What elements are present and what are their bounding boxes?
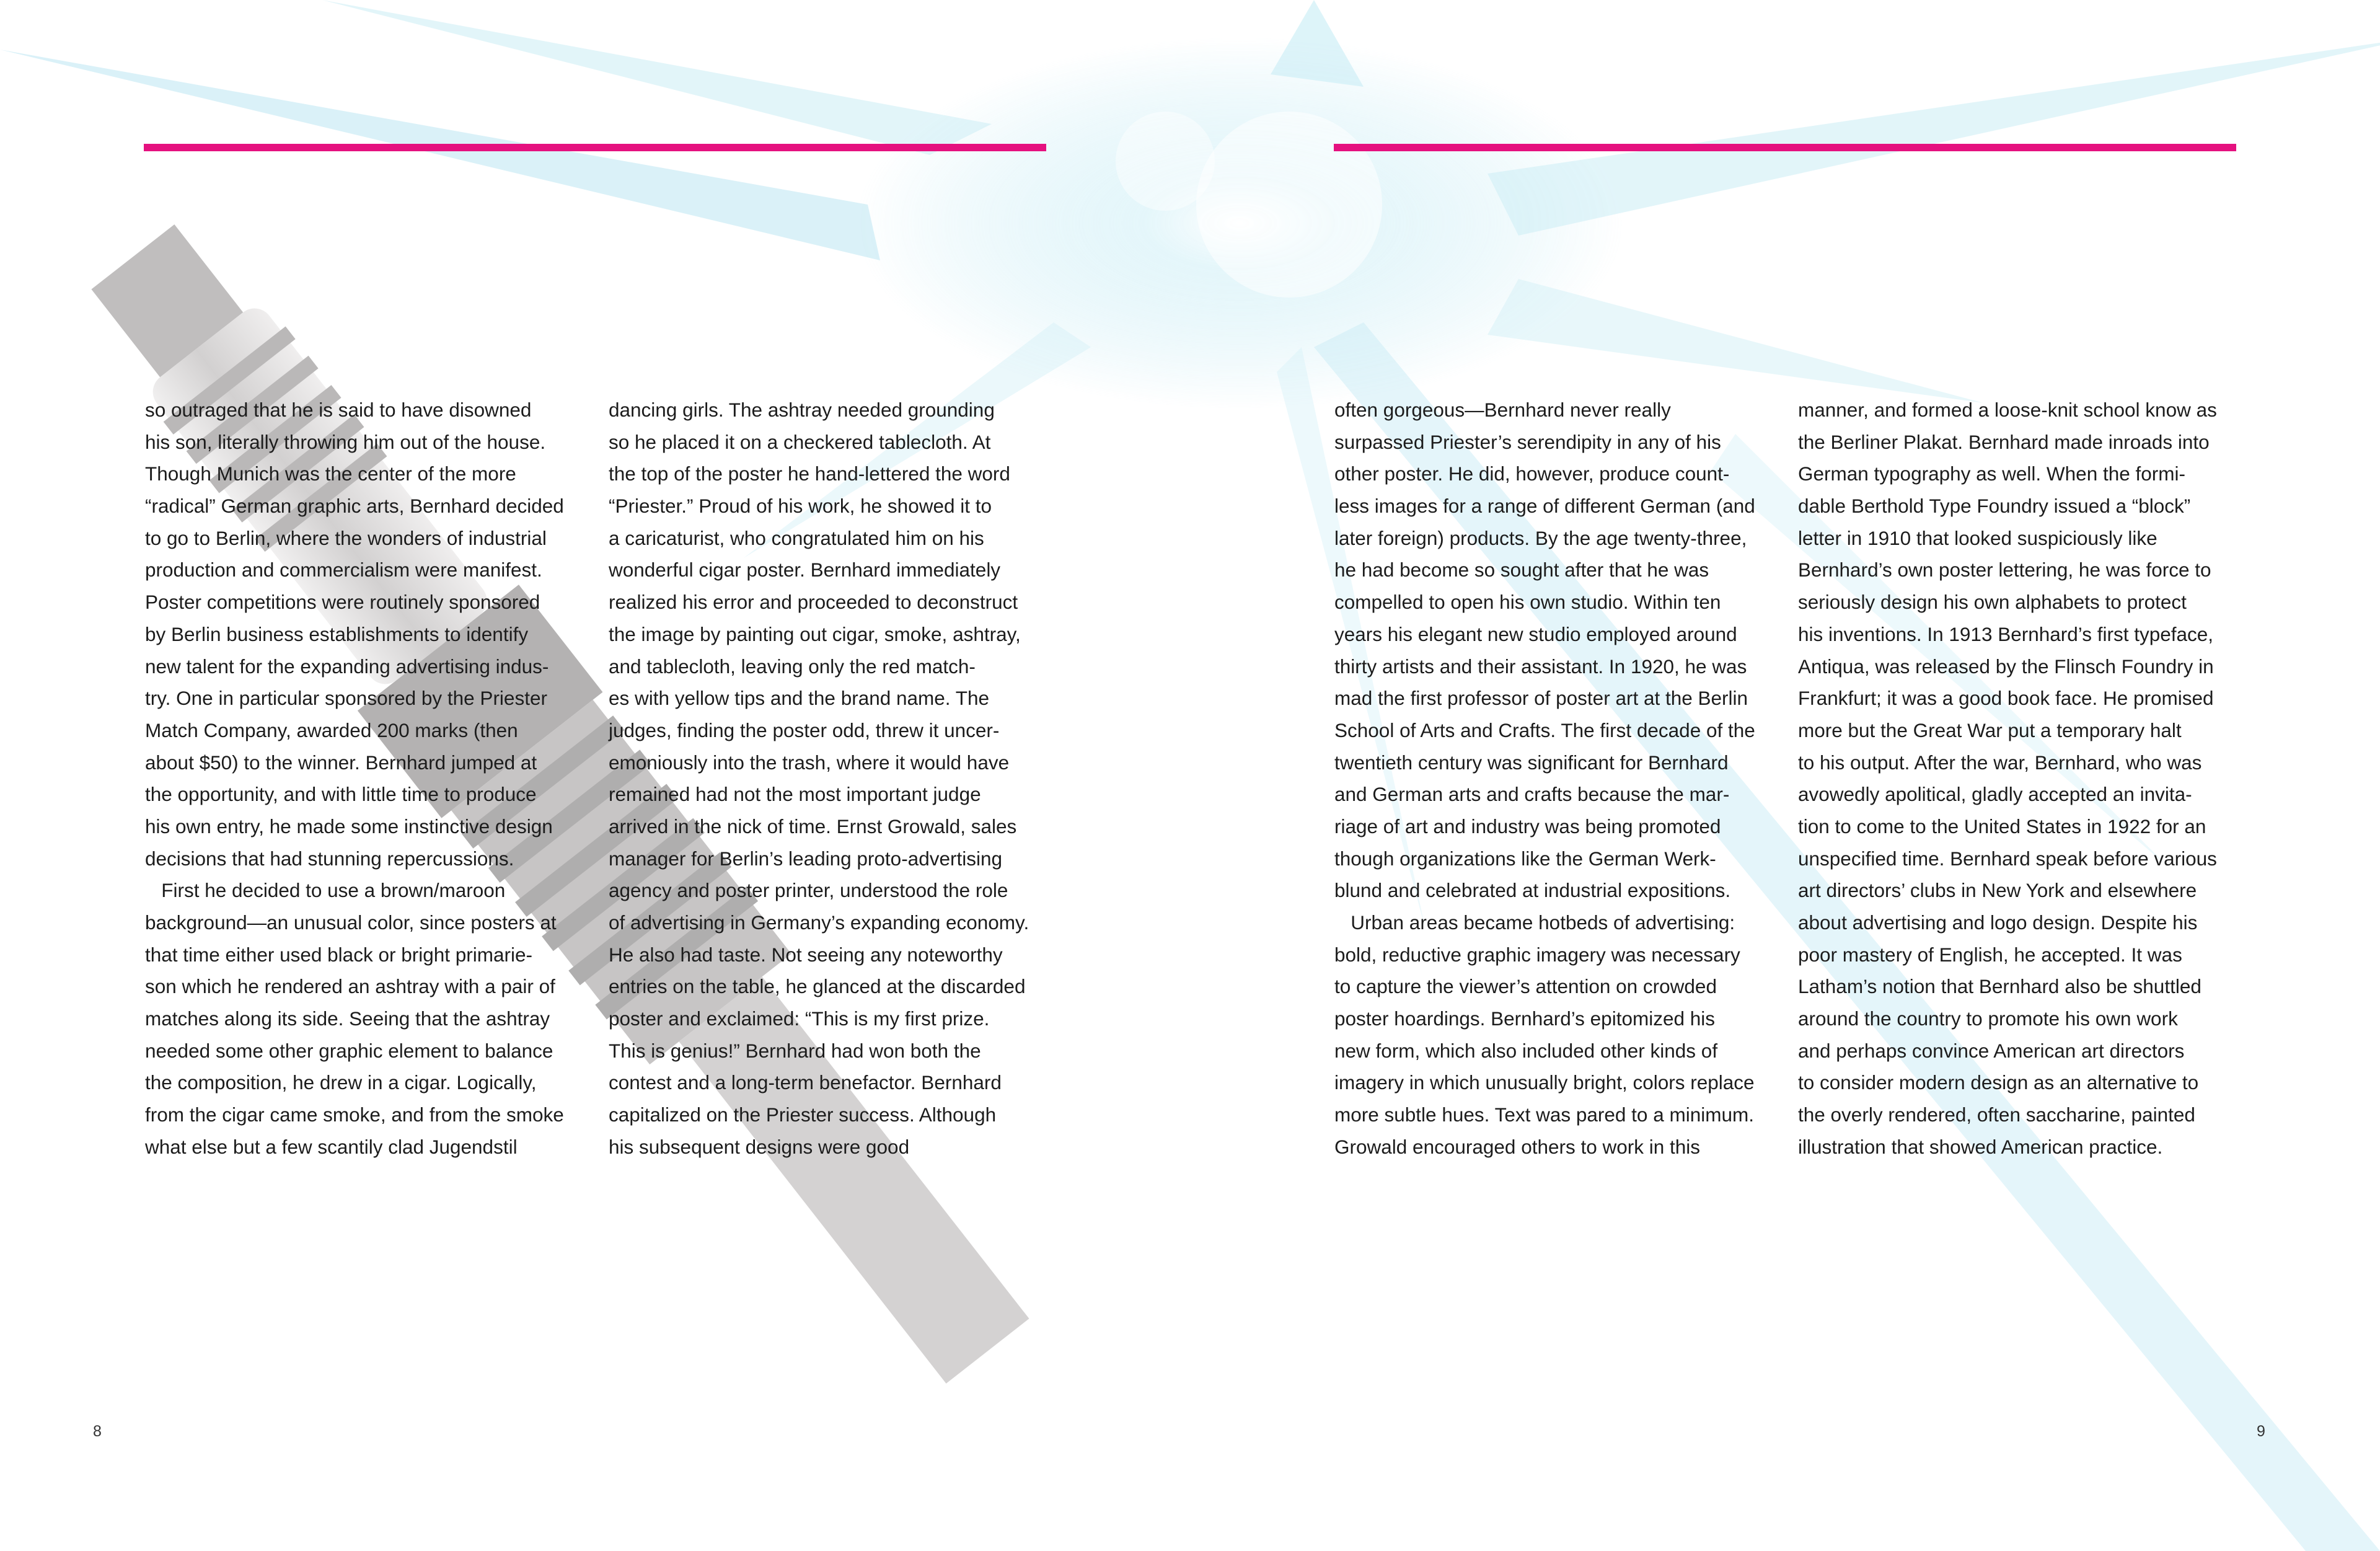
- text-line: more but the Great War put a temporary halt: [1798, 718, 2182, 741]
- text-line: poster hoardings. Bernhard’s epitomized his: [1334, 1007, 1716, 1030]
- text-line: School of Arts and Crafts. The first decade of the: [1334, 718, 1755, 741]
- text-line: the image by painting out cigar, smoke, ashtray,: [609, 622, 1021, 645]
- text-line: Bernhard’s own poster lettering, he was force to: [1798, 559, 2211, 581]
- text-line: Urban areas became hotbeds of advertising:: [1334, 911, 1735, 934]
- text-line: his inventions. In 1913 Bernhard’s first typeface,: [1798, 622, 2214, 645]
- text-line: entries on the table, he glanced at the discarded: [609, 975, 1026, 998]
- text-line: and tablecloth, leaving only the red match-: [609, 655, 976, 678]
- text-line: mad the first professor of poster art at the Berlin: [1334, 687, 1748, 710]
- text-line: the Berliner Plakat. Bernhard made inroads into: [1798, 430, 2210, 453]
- text-line: new talent for the expanding advertising indus-: [145, 655, 549, 678]
- text-line: the overly rendered, often saccharine, painted: [1798, 1103, 2195, 1126]
- text-line: he had become so sought after that he was: [1334, 559, 1709, 581]
- text-line: background—an unusual color, since posters at: [145, 911, 557, 934]
- text-line: more subtle hues. Text was pared to a minimum.: [1334, 1103, 1754, 1126]
- text-line: and German arts and crafts because the mar-: [1334, 783, 1730, 806]
- page-number-left: 8: [93, 1423, 102, 1440]
- text-line: avowedly apolitical, gladly accepted an invita-: [1798, 783, 2192, 806]
- text-line: of advertising in Germany’s expanding economy.: [609, 911, 1029, 934]
- text-line: bold, reductive graphic imagery was necessary: [1334, 943, 1740, 966]
- text-line: “Priester.” Proud of his work, he showed it to: [609, 495, 992, 518]
- text-line: the opportunity, and with little time to produce: [145, 783, 537, 806]
- text-line: to go to Berlin, where the wonders of industrial: [145, 526, 547, 549]
- text-line: Match Company, awarded 200 marks (then: [145, 718, 518, 741]
- text-line: judges, finding the poster odd, threw it uncer-: [609, 718, 1000, 741]
- text-line: poster and exclaimed: “This is my first prize.: [609, 1007, 990, 1030]
- text-line: twentieth century was significant for Bernhard: [1334, 751, 1729, 774]
- text-line: production and commercialism were manifest.: [145, 559, 542, 581]
- text-line: Though Munich was the center of the more: [145, 462, 516, 485]
- text-line: Poster competitions were routinely sponsored: [145, 591, 540, 614]
- right-page: [1190, 0, 2380, 1551]
- text-line: try. One in particular sponsored by the Priester: [145, 687, 547, 710]
- text-line: Growald encouraged others to work in this: [1334, 1135, 1701, 1158]
- left-page-column-2: [609, 394, 1042, 1164]
- text-line: thirty artists and their assistant. In 1920, he was: [1334, 655, 1747, 678]
- text-line: unspecified time. Bernhard speak before various: [1798, 847, 2217, 870]
- right-page-column-1: [1334, 394, 1768, 1164]
- text-line: matches along its side. Seeing that the ashtray: [145, 1007, 550, 1030]
- text-line: dancing girls. The ashtray needed grounding: [609, 399, 995, 421]
- text-line: around the country to promote his own work: [1798, 1007, 2178, 1030]
- text-line: to capture the viewer’s attention on crowded: [1334, 975, 1717, 998]
- text-line: German typography as well. When the formi-: [1798, 462, 2186, 485]
- text-line: from the cigar came smoke, and from the smoke: [145, 1103, 564, 1126]
- right-accent-rule: [1334, 144, 2236, 151]
- text-line: by Berlin business establishments to identify: [145, 622, 529, 645]
- text-line: letter in 1910 that looked suspiciously like: [1798, 526, 2157, 549]
- text-line: to consider modern design as an alternative to: [1798, 1071, 2199, 1094]
- text-line: compelled to open his own studio. Within ten: [1334, 591, 1721, 614]
- page-number-right: 9: [2257, 1423, 2265, 1440]
- text-line: remained had not the most important judge: [609, 783, 981, 806]
- right-page-column-2: [1798, 394, 2232, 1164]
- text-line: needed some other graphic element to balance: [145, 1039, 553, 1062]
- text-line: new form, which also included other kinds of: [1334, 1039, 1718, 1062]
- text-line: “radical” German graphic arts, Bernhard decided: [145, 495, 564, 518]
- text-line: so he placed it on a checkered tablecloth. At: [609, 430, 991, 453]
- text-line: He also had taste. Not seeing any noteworthy: [609, 943, 1003, 966]
- text-line: es with yellow tips and the brand name. The: [609, 687, 990, 710]
- text-line: imagery in which unusually bright, colors replace: [1334, 1071, 1755, 1094]
- text-line: emoniously into the trash, where it would have: [609, 751, 1010, 774]
- text-line: agency and poster printer, understood the role: [609, 879, 1008, 902]
- text-line: arrived in the nick of time. Ernst Growald, sales: [609, 815, 1017, 837]
- text-line: surpassed Priester’s serendipity in any of his: [1334, 430, 1721, 453]
- text-line: manager for Berlin’s leading proto-advertising: [609, 847, 1003, 870]
- text-line: son which he rendered an ashtray with a pair of: [145, 975, 555, 998]
- text-line: though organizations like the German Werk-: [1334, 847, 1716, 870]
- text-line: his own entry, he made some instinctive design: [145, 815, 553, 837]
- text-line: and perhaps convince American art directors: [1798, 1039, 2185, 1062]
- text-line: poor mastery of English, he accepted. It was: [1798, 943, 2182, 966]
- text-line: riage of art and industry was being promoted: [1334, 815, 1721, 837]
- text-line: a caricaturist, who congratulated him on his: [609, 526, 984, 549]
- text-line: illustration that showed American practice.: [1798, 1135, 2163, 1158]
- text-line: the composition, he drew in a cigar. Logically,: [145, 1071, 537, 1094]
- text-line: his subsequent designs were good: [609, 1135, 910, 1158]
- text-line: to his output. After the war, Bernhard, who was: [1798, 751, 2202, 774]
- text-line: so outraged that he is said to have disowned: [145, 399, 532, 421]
- text-line: Frankfurt; it was a good book face. He promised: [1798, 687, 2214, 710]
- text-line: realized his error and proceeded to deconstruct: [609, 591, 1018, 614]
- text-line: This is genius!” Bernhard had won both the: [609, 1039, 981, 1062]
- text-line: contest and a long-term benefactor. Bernhard: [609, 1071, 1002, 1094]
- text-line: Latham’s notion that Bernhard also be shuttled: [1798, 975, 2202, 998]
- text-line: art directors’ clubs in New York and elsewhere: [1798, 879, 2197, 902]
- text-line: later foreign) products. By the age twenty-three,: [1334, 526, 1747, 549]
- text-line: other poster. He did, however, produce count-: [1334, 462, 1730, 485]
- text-line: Antiqua, was released by the Flinsch Foundry in: [1798, 655, 2214, 678]
- text-line: dable Berthold Type Foundry issued a “block”: [1798, 495, 2191, 518]
- text-line: decisions that had stunning repercussions.: [145, 847, 514, 870]
- text-line: manner, and formed a loose-knit school know as: [1798, 399, 2217, 421]
- text-line: the top of the poster he hand-lettered the word: [609, 462, 1010, 485]
- text-line: often gorgeous—Bernhard never really: [1334, 399, 1671, 421]
- text-line: less images for a range of different German (and: [1334, 495, 1755, 518]
- text-line: seriously design his own alphabets to protect: [1798, 591, 2187, 614]
- text-line: what else but a few scantily clad Jugendstil: [145, 1135, 518, 1158]
- left-accent-rule: [144, 144, 1046, 151]
- text-line: years his elegant new studio employed around: [1334, 622, 1737, 645]
- text-line: blund and celebrated at industrial expositions.: [1334, 879, 1731, 902]
- text-line: about $50) to the winner. Bernhard jumped at: [145, 751, 537, 774]
- left-page-column-1: [145, 394, 579, 1164]
- text-line: capitalized on the Priester success. Although: [609, 1103, 997, 1126]
- text-line: that time either used black or bright primarie-: [145, 943, 533, 966]
- text-line: tion to come to the United States in 1922 for an: [1798, 815, 2206, 837]
- text-line: his son, literally throwing him out of the house.: [145, 430, 546, 453]
- text-line: about advertising and logo design. Despite his: [1798, 911, 2198, 934]
- text-line: First he decided to use a brown/maroon: [145, 879, 506, 902]
- text-line: wonderful cigar poster. Bernhard immediately: [609, 559, 1001, 581]
